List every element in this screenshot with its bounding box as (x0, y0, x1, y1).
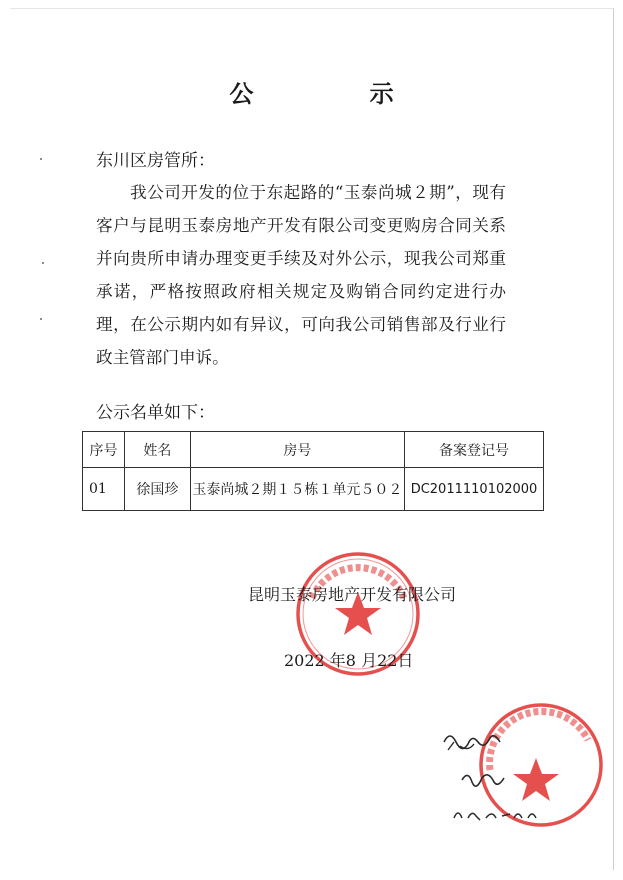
scan-speck (40, 318, 42, 320)
page-title: 公 示 (229, 79, 448, 108)
company-name: 昆明玉泰房地产开发有限公司 (248, 585, 457, 604)
header-room: 房号 (190, 432, 404, 468)
roster-table (82, 431, 544, 511)
header-name: 姓名 (124, 432, 190, 468)
row-room: 玉泰尚城２期１５栋１单元５０２ (190, 468, 404, 511)
body-paragraph: 我公司开发的位于东起路的“玉泰尚城２期”，现有客户与昆明玉泰房地产开发有限公司变更购房合同关系并向贵所申请办理变更手续及对外公示，现我公司郑重承诺，严格按照政府相关规定及购销合同约定进行办理，在公示期内如有异议，可向我公司销售部及行业行政主管部门申诉。 (96, 183, 506, 367)
header-seq: 序号 (83, 432, 125, 468)
table-row (83, 468, 544, 511)
list-heading: 公示名单如下： (96, 403, 215, 423)
handwritten-signature (440, 720, 570, 830)
table-header-row (83, 432, 544, 468)
scan-speck (42, 262, 44, 264)
row-record-no: DC2011110102000 (405, 468, 544, 511)
row-seq: 01 (83, 468, 125, 511)
scan-speck (40, 158, 42, 160)
row-name: 徐国珍 (124, 468, 190, 511)
salutation: 东川区房管所： (96, 151, 215, 171)
header-record-no: 备案登记号 (405, 432, 544, 468)
issue-date: 2022 年8 月22日 (284, 651, 414, 670)
